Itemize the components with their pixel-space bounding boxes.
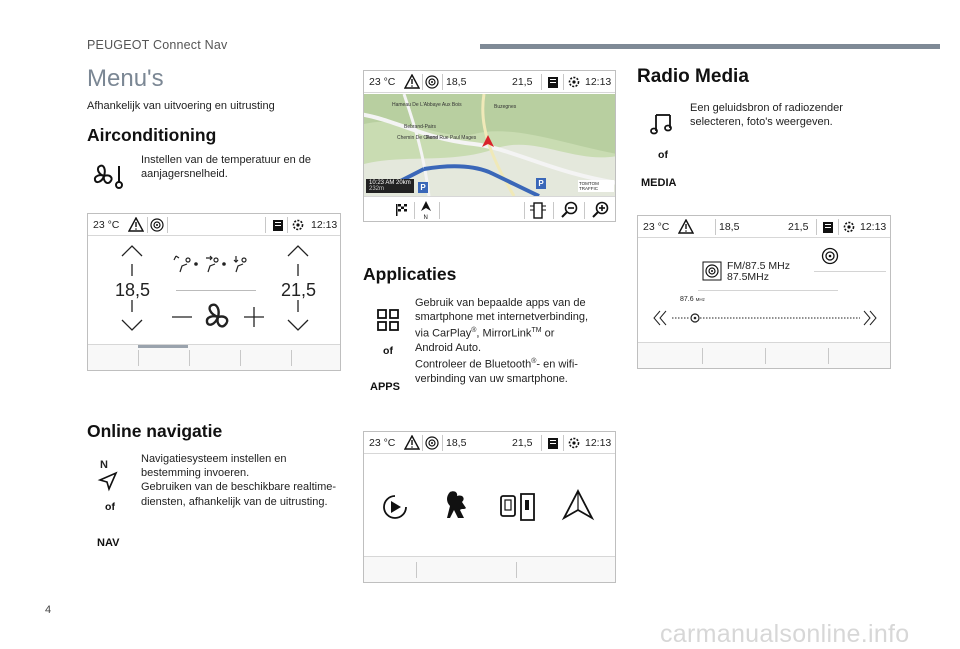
online-nav-title: Online navigatie bbox=[87, 421, 223, 441]
apps-or-label: of bbox=[383, 345, 393, 357]
aircon-status-bar bbox=[88, 214, 340, 236]
map-label-1: Hameau De L'Abbaye Aux Bois bbox=[392, 102, 462, 108]
apps-desc-line-4: Android Auto. bbox=[415, 342, 482, 355]
outside-temp: 23 °C bbox=[369, 437, 396, 449]
connected-services-icon[interactable] bbox=[425, 75, 439, 89]
map-label-5: Rond Rue Paul Mages bbox=[426, 135, 477, 141]
parking-icon-2: P bbox=[536, 178, 546, 189]
temp-left: 18,5 bbox=[446, 437, 467, 449]
parking-icon: P bbox=[418, 182, 428, 193]
apps-bottom-strip[interactable] bbox=[364, 556, 615, 582]
header-bar bbox=[480, 44, 940, 49]
apps-desc-carplay: via CarPlay bbox=[415, 328, 472, 341]
outside-temp: 23 °C bbox=[369, 76, 396, 88]
warning-icon[interactable] bbox=[128, 217, 144, 232]
apps-desc-line-3 bbox=[415, 324, 610, 341]
apps-desc-bluetooth: Controleer de Bluetooth bbox=[415, 359, 532, 372]
menus-subtitle: Afhankelijk van uitvoering en uitrusting bbox=[87, 100, 275, 112]
distance-text: 232m bbox=[369, 186, 385, 192]
navigation-arrow-icon bbox=[96, 470, 120, 492]
apps-description bbox=[415, 296, 610, 387]
clock: 12:13 bbox=[585, 437, 612, 449]
warning-icon[interactable] bbox=[678, 219, 694, 234]
apps-desc-line-5 bbox=[415, 355, 610, 386]
connected-services-icon[interactable] bbox=[150, 218, 164, 232]
nav-status-bar bbox=[364, 71, 615, 93]
temp-right: 21,5 bbox=[512, 76, 533, 88]
smartphone-connect-icon[interactable] bbox=[499, 490, 537, 522]
radio-caps-label: MEDIA bbox=[641, 177, 677, 189]
station-info bbox=[727, 261, 790, 283]
compass-label: N bbox=[100, 459, 108, 471]
apps-desc-line-1: Gebruik van bepaalde apps van de bbox=[415, 297, 586, 309]
trademark-mark: TM bbox=[531, 327, 542, 335]
compass-north-icon[interactable] bbox=[420, 200, 432, 220]
clock: 12:13 bbox=[585, 76, 612, 88]
radio-description: Een geluidsbron of radiozender selecteren, foto's weergeven. bbox=[690, 102, 843, 129]
aircon-description: Instellen van de temperatuur en de aanjagersnelheid. bbox=[141, 154, 312, 181]
menus-title: Menu's bbox=[87, 65, 164, 92]
page-number: 4 bbox=[45, 604, 52, 616]
clock: 12:13 bbox=[311, 219, 338, 231]
phone-icon[interactable] bbox=[271, 218, 285, 232]
navigation-triangle-icon[interactable] bbox=[561, 488, 595, 522]
svg-text:N: N bbox=[423, 215, 428, 220]
settings-icon[interactable] bbox=[291, 218, 306, 233]
temp-right: 21,5 bbox=[788, 221, 809, 233]
map-label-2: Buzegnes bbox=[494, 104, 517, 110]
temp-right-value: 21,5 bbox=[281, 280, 317, 300]
station-line-1: FM/87.5 MHz bbox=[727, 260, 791, 272]
radio-screen bbox=[637, 215, 891, 369]
settings-icon[interactable] bbox=[842, 220, 857, 235]
apps-title: Applicaties bbox=[363, 264, 457, 284]
watermark: carmanualsonline.info bbox=[660, 620, 910, 648]
air-distribution-icons[interactable] bbox=[170, 252, 266, 276]
warning-icon[interactable] bbox=[404, 435, 420, 450]
registered-mark-2: ® bbox=[531, 358, 537, 366]
music-note-icon bbox=[649, 111, 675, 137]
warning-icon[interactable] bbox=[404, 74, 420, 89]
phone-icon[interactable] bbox=[821, 220, 835, 234]
frequency-readout bbox=[680, 296, 705, 303]
phone-icon[interactable] bbox=[546, 436, 560, 450]
fan-temperature-icon bbox=[92, 162, 126, 190]
nav-toolbar bbox=[364, 196, 616, 222]
apps-grid-icon bbox=[377, 309, 399, 331]
eta-text: 10:23 AM 20km bbox=[369, 180, 411, 186]
frequency-value: 87.6 bbox=[680, 296, 694, 303]
radio-status-bar bbox=[638, 216, 890, 238]
radio-source-icon[interactable] bbox=[821, 247, 839, 265]
document-header-title: PEUGEOT Connect Nav bbox=[87, 38, 228, 52]
radio-or-label: of bbox=[658, 149, 668, 161]
fan-speed-control[interactable] bbox=[170, 302, 266, 332]
outside-temp: 23 °C bbox=[643, 221, 670, 233]
phone-icon[interactable] bbox=[546, 75, 560, 89]
temp-left: 18,5 bbox=[719, 221, 740, 233]
online-nav-desc-line-1: Navigatiesysteem instellen en bestemming invoeren. bbox=[141, 453, 287, 480]
outside-temp: 23 °C bbox=[93, 219, 120, 231]
nav-or-label: of bbox=[105, 501, 115, 513]
map-label-4: Chemin De Chene bbox=[397, 135, 439, 141]
map-view[interactable] bbox=[364, 94, 616, 196]
station-line-2: 87.5MHz bbox=[727, 271, 770, 283]
play-media-icon[interactable] bbox=[380, 492, 410, 522]
apps-screen bbox=[363, 431, 616, 583]
apps-desc-mirrorlink: , MirrorLink bbox=[476, 328, 532, 341]
registered-mark: ® bbox=[471, 327, 477, 335]
apps-status-bar bbox=[364, 432, 615, 454]
settings-icon[interactable] bbox=[567, 436, 582, 451]
settings-icon[interactable] bbox=[567, 75, 582, 90]
aircon-bottom-strip[interactable] bbox=[88, 344, 340, 370]
apps-desc-line-2: smartphone met internetverbinding, bbox=[415, 311, 589, 324]
apps-desc-wifi: - en wifi-verbinding van uw smartphone. bbox=[415, 359, 578, 386]
apps-caps-label: APPS bbox=[370, 381, 400, 393]
temp-right: 21,5 bbox=[512, 437, 533, 449]
peugeot-lion-icon[interactable] bbox=[442, 488, 472, 522]
frequency-unit: MHz bbox=[695, 297, 705, 302]
online-nav-desc-line-2: Gebruiken van de beschikbare realtime-diensten, afhankelijk van de uitrusting. bbox=[141, 481, 337, 508]
traffic-info-icon[interactable] bbox=[529, 202, 547, 219]
apps-desc-or: or bbox=[541, 328, 555, 341]
map-label-3: Bebrand-Pairs bbox=[404, 124, 436, 130]
online-nav-description bbox=[141, 452, 346, 509]
clock: 12:13 bbox=[860, 221, 887, 233]
zoom-in-icon[interactable] bbox=[591, 201, 609, 219]
nav-screen bbox=[363, 70, 616, 222]
traffic-badge: TOMTOM TRAFFIC bbox=[578, 180, 614, 192]
nav-caps-label: NAV bbox=[97, 537, 120, 549]
connected-services-icon[interactable] bbox=[425, 436, 439, 450]
zoom-out-icon[interactable] bbox=[560, 201, 578, 219]
vehicle-position-icon bbox=[481, 134, 495, 148]
radio-title: Radio Media bbox=[637, 66, 749, 87]
radio-signal-icon bbox=[702, 261, 722, 281]
frequency-tuner[interactable] bbox=[650, 308, 880, 328]
temp-left-value: 18,5 bbox=[115, 280, 151, 300]
temp-left: 18,5 bbox=[446, 76, 467, 88]
radio-bottom-strip[interactable] bbox=[638, 342, 890, 368]
eta-box bbox=[366, 179, 414, 193]
aircon-screen bbox=[87, 213, 341, 371]
aircon-title: Airconditioning bbox=[87, 125, 217, 145]
destination-flag-icon[interactable] bbox=[394, 203, 408, 217]
